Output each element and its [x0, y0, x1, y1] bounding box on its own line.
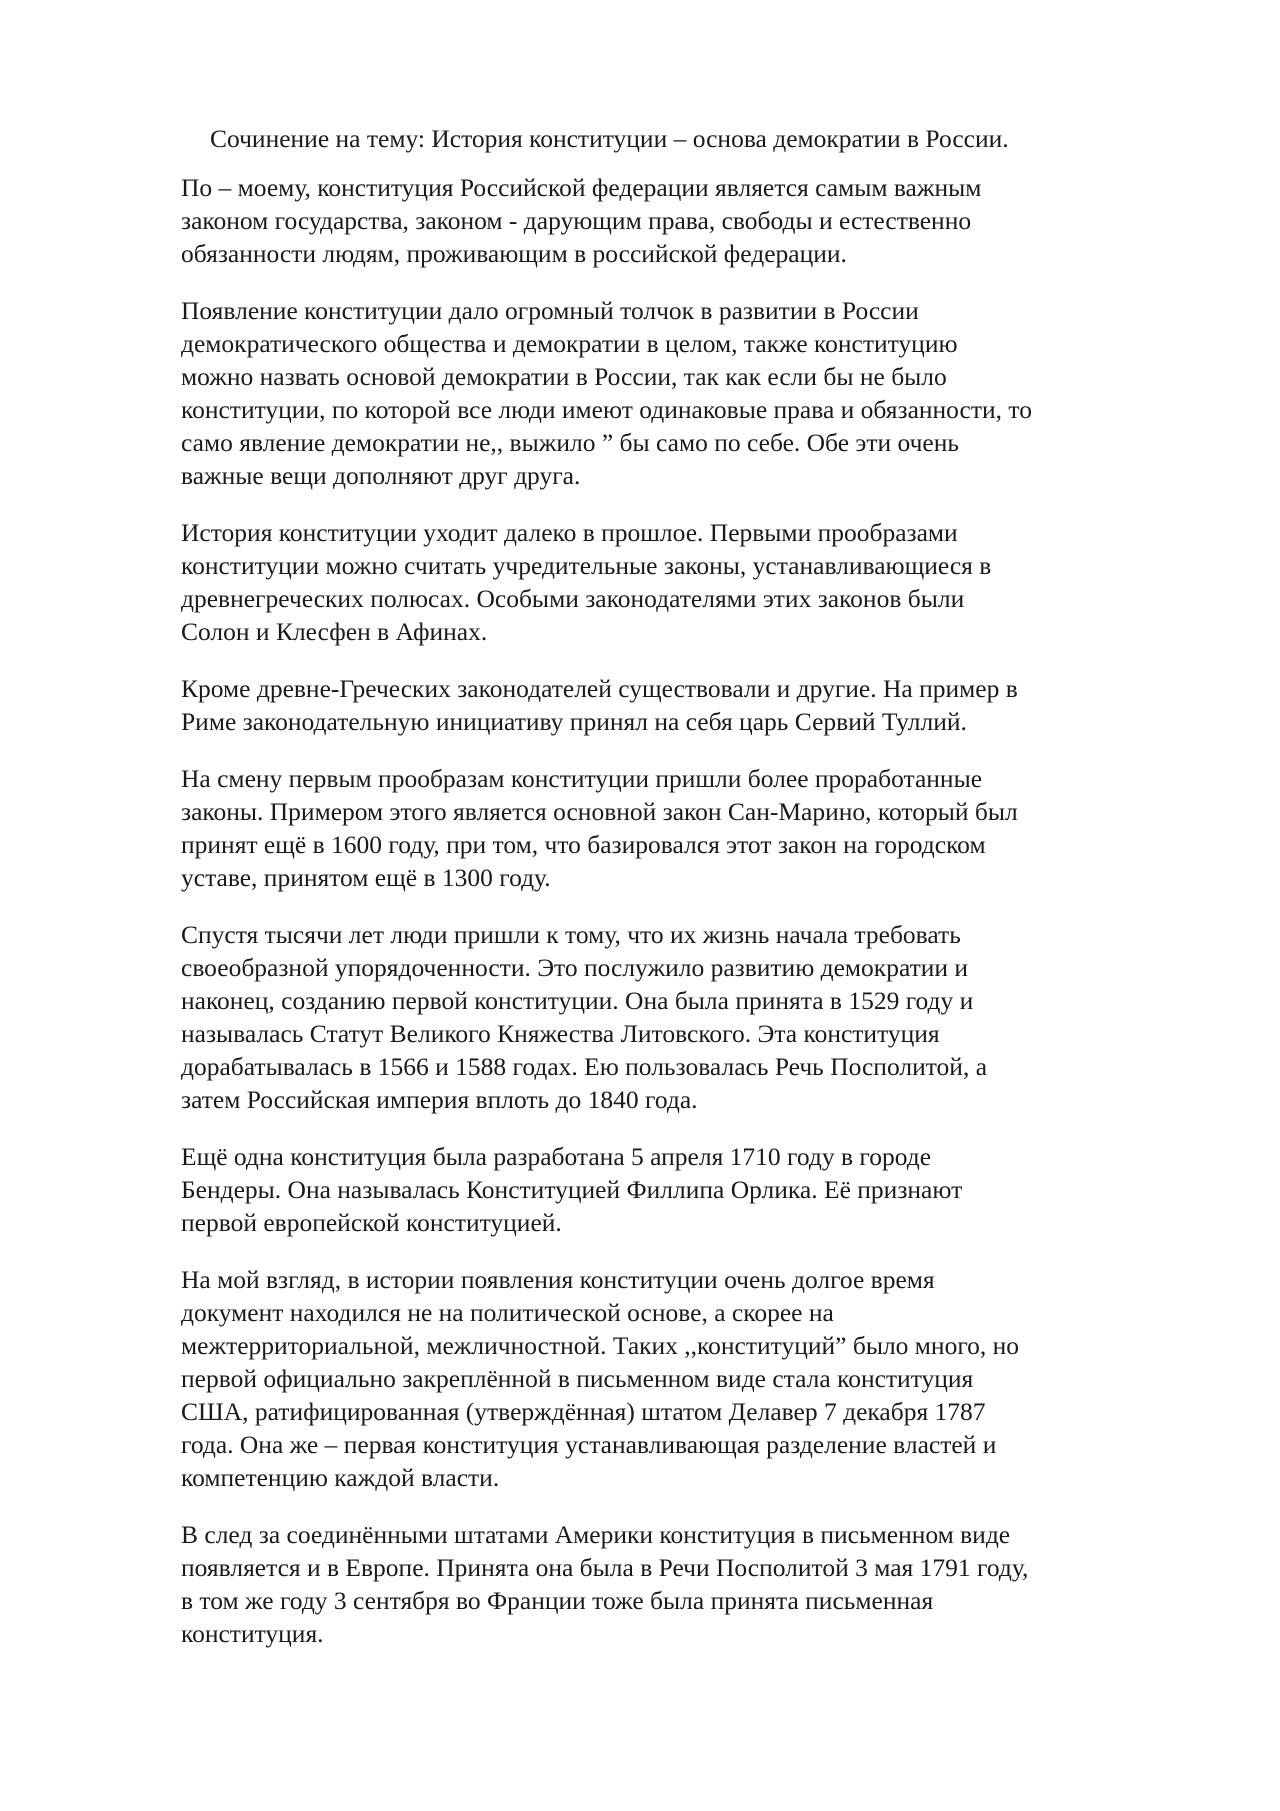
paragraph-5: На смену первым прообразам конституции пришли более проработанные законы. Примером этого является основной закон Сан-Марино, который был принят ещё в 1600 году, при том, что базировался этот закон на городском уставе, принятом ещё в 1300 году. [181, 764, 1018, 892]
document-title: Сочинение на тему: История конституции – основа демократии в России. [210, 124, 1009, 153]
paragraph-9: В след за соединёнными штатами Америки конституция в письменном виде появляется и в Европе. Принята она была в Речи Посполитой 3 мая 1791 году, в том же году 3 сентября во Франции тоже была принята письменная конституция. [181, 1520, 1029, 1648]
paragraph-3: История конституции уходит далеко в прошлое. Первыми прообразами конституции можно считать учредительные законы, устанавливающиеся в древнегреческих полюсах. Особыми законодателями этих законов были Солон и Клесфен в Афинах. [181, 518, 992, 646]
paragraph-1: По – моему, конституция Российской федерации является самым важным законом государства, законом - дарующим права, свободы и естественно обязанности людям, проживающим в российской федерации. [181, 173, 982, 268]
paragraph-8: На мой взгляд, в истории появления конституции очень долгое время документ находился не на политической основе, а скорее на межтерриториальной, межличностной. Таких ,,конституций” было много, но первой официально закреплённой в письменном виде стала конституция США, ратифицированная (утверждённая) штатом Делавер 7 декабря 1787 года. Она же – первая конституция устанавливающая разделение властей и компетенцию каждой власти. [181, 1265, 1020, 1492]
paragraph-6: Спустя тысячи лет люди пришли к тому, что их жизнь начала требовать своеобразной упорядоченности. Это послужило развитию демократии и наконец, созданию первой конституции. Она была принята в 1529 году и называлась Статут Великого Княжества Литовского. Эта конституция дорабатывалась в 1566 и 1588 годах. Ею пользовалась Речь Посполитой, а затем Российская империя вплоть до 1840 года. [181, 920, 988, 1114]
paragraph-2: Появление конституции дало огромный толчок в развитии в России демократического общества и демократии в целом, также конституцию можно назвать основой демократии в России, так как если бы не было конституции, по которой все люди имеют одинаковые права и обязанности, то само явление демократии не,, выжило ” бы само по себе. Обе эти очень важные вещи дополняют друг друга. [181, 296, 1032, 490]
paragraph-7: Ещё одна конституция была разработана 5 апреля 1710 году в городе Бендеры. Она называлась Конституцией Филлипа Орлика. Её признают первой европейской конституцией. [181, 1142, 963, 1237]
paragraph-4: Кроме древне-Греческих законодателей существовали и другие. На пример в Риме законодательную инициативу принял на себя царь Сервий Туллий. [181, 674, 1018, 736]
document-body [181, 122, 1196, 1674]
